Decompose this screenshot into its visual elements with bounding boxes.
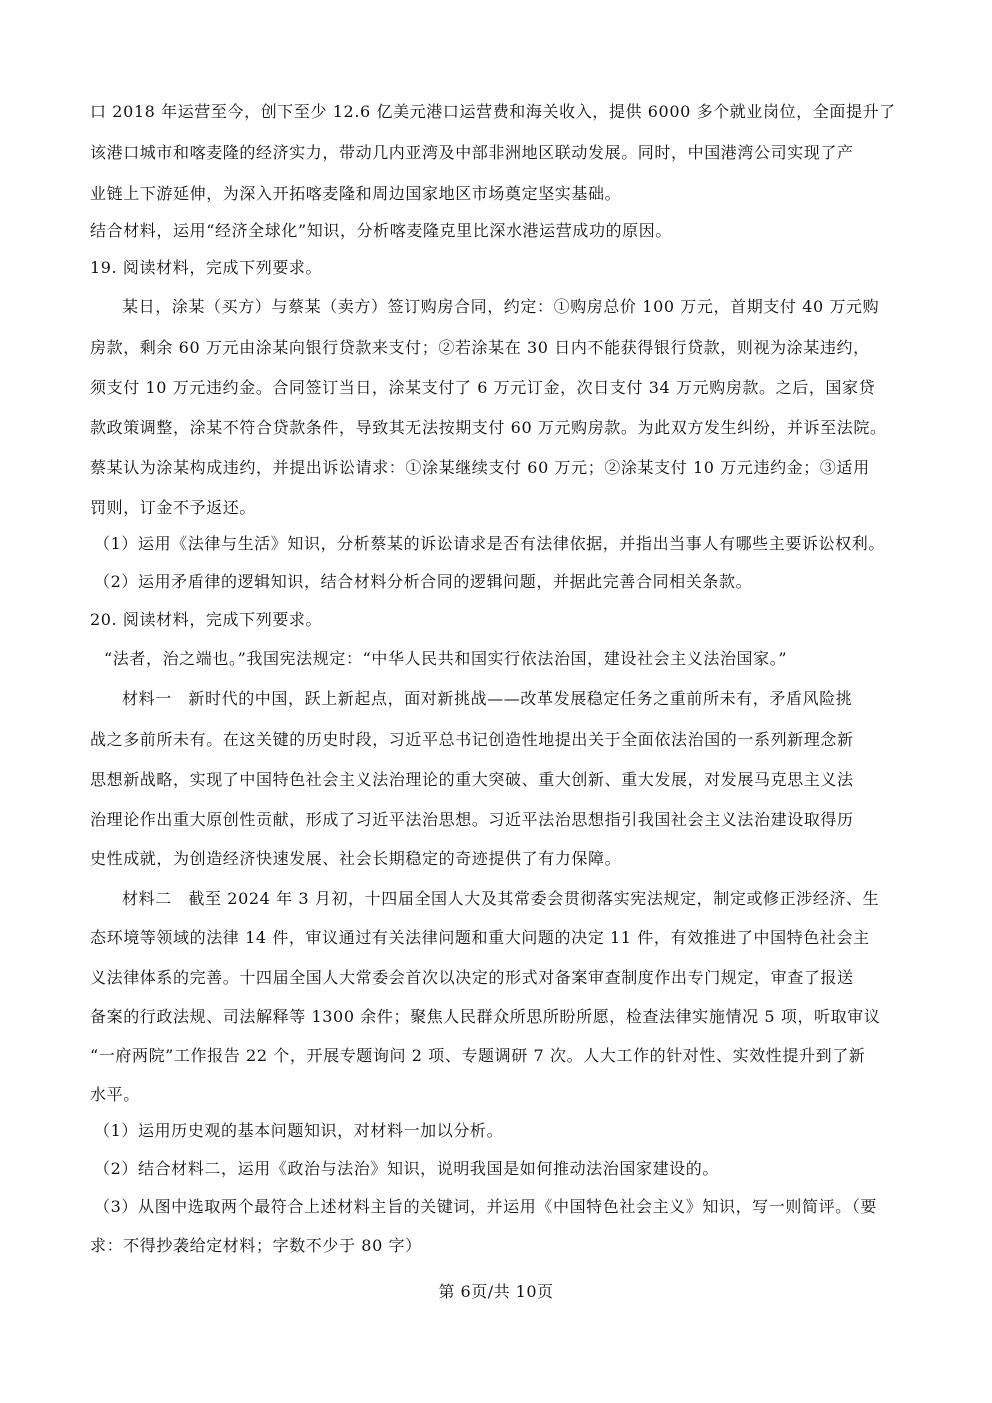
text-line: 须支付 10 万元违约金。合同签订当日，涂某支付了 6 万元订金，次日支付 34 万元购房款。之后，国家贷 bbox=[90, 378, 876, 397]
text-line: 思想新战略，实现了中国特色社会主义法治理论的重大突破、重大创新、重大发展，对发展马克思主义法 bbox=[90, 770, 854, 789]
text-line: 治理论作出重大原创性贡献，形成了习近平法治思想。习近平法治思想指引我国社会主义法治建设取得历 bbox=[90, 810, 854, 829]
sub-question: （2）结合材料二，运用《政治与法治》知识，说明我国是如何推动法治国家建设的。 bbox=[94, 1159, 719, 1178]
text-line: 该港口城市和喀麦隆的经济实力，带动几内亚湾及中部非洲地区联动发展。同时，中国港湾公司实现了产 bbox=[90, 143, 854, 162]
text-line: 业链上下游延伸，为深入开拓喀麦隆和周边国家地区市场奠定坚实基础。 bbox=[90, 184, 622, 203]
text-line: 罚则，订金不予返还。 bbox=[90, 498, 257, 517]
sub-question: （2）运用矛盾律的逻辑知识，结合材料分析合同的逻辑问题，并据此完善合同相关条款。 bbox=[94, 572, 753, 591]
text-line: 求：不得抄袭给定材料；字数不少于 80 字） bbox=[90, 1236, 422, 1255]
text-line: 史性成就，为创造经济快速发展、社会长期稳定的奇迹提供了有力保障。 bbox=[90, 849, 622, 868]
question-heading-20: 20. 阅读材料，完成下列要求。 bbox=[90, 610, 323, 629]
text-line: “法者，治之端也。”我国宪法规定：“中华人民共和国实行依法治国，建设社会主义法治国家。” bbox=[104, 649, 788, 668]
text-line: 某日，涂某（买方）与蔡某（卖方）签订购房合同，约定：①购房总价 100 万元，首期支付 40 万元购 bbox=[122, 297, 880, 316]
text-line: 态环境等领域的法律 14 件，审议通过有关法律问题和重大问题的决定 11 件，有效推进了中国特色社会主 bbox=[90, 928, 870, 947]
question-prompt: 结合材料，运用“经济全球化”知识，分析喀麦隆克里比深水港运营成功的原因。 bbox=[90, 221, 672, 240]
text-line: 备案的行政法规、司法解释等 1300 余件；聚焦人民群众所思所盼所愿，检查法律实施情况 5 项，听取审议 bbox=[90, 1007, 881, 1026]
sub-question: （1）运用《法律与生活》知识，分析蔡某的诉讼请求是否有法律依据，并指出当事人有哪些主要诉讼权利。 bbox=[94, 534, 885, 553]
text-line: 材料一 新时代的中国，跃上新起点，面对新挑战——改革发展稳定任务之重前所未有，矛盾风险挑 bbox=[122, 689, 853, 708]
text-line: 水平。 bbox=[90, 1085, 140, 1104]
text-line: 战之多前所未有。在这关键的历史时段，习近平总书记创造性地提出关于全面依法治国的一系列新理念新 bbox=[90, 730, 854, 749]
text-line: 款政策调整，涂某不符合贷款条件，导致其无法按期支付 60 万元购房款。为此双方发生纠纷，并诉至法院。 bbox=[90, 418, 887, 437]
text-line: 义法律体系的完善。十四届全国人大常委会首次以决定的形式对备案审查制度作出专门规定，审查了报送 bbox=[90, 968, 854, 987]
page-number: 第 6页/共 10页 bbox=[438, 1282, 554, 1301]
text-line: “一府两院”工作报告 22 个，开展专题询问 2 项、专题调研 7 次。人大工作的针对性、实效性提升到了新 bbox=[90, 1046, 866, 1065]
sub-question: （3）从图中选取两个最符合上述材料主旨的关键词，并运用《中国特色社会主义》知识，写一则简评。（要 bbox=[94, 1197, 877, 1216]
text-line: 蔡某认为涂某构成违约，并提出诉讼请求：①涂某继续支付 60 万元；②涂某支付 10 万元违约金；③适用 bbox=[90, 458, 870, 477]
text-line: 房款，剩余 60 万元由涂某向银行贷款来支付；②若涂某在 30 日内不能获得银行贷款，则视为涂某违约， bbox=[90, 338, 870, 357]
text-line: 口 2018 年运营至今，创下至少 12.6 亿美元港口运营费和海关收入，提供 6000 多个就业岗位，全面提升了 bbox=[90, 102, 896, 121]
text-line: 材料二 截至 2024 年 3 月初，十四届全国人大及其常委会贯彻落实宪法规定，制定或修正涉经济、生 bbox=[122, 889, 880, 908]
question-heading-19: 19. 阅读材料，完成下列要求。 bbox=[90, 258, 323, 277]
sub-question: （1）运用历史观的基本问题知识，对材料一加以分析。 bbox=[94, 1121, 504, 1140]
